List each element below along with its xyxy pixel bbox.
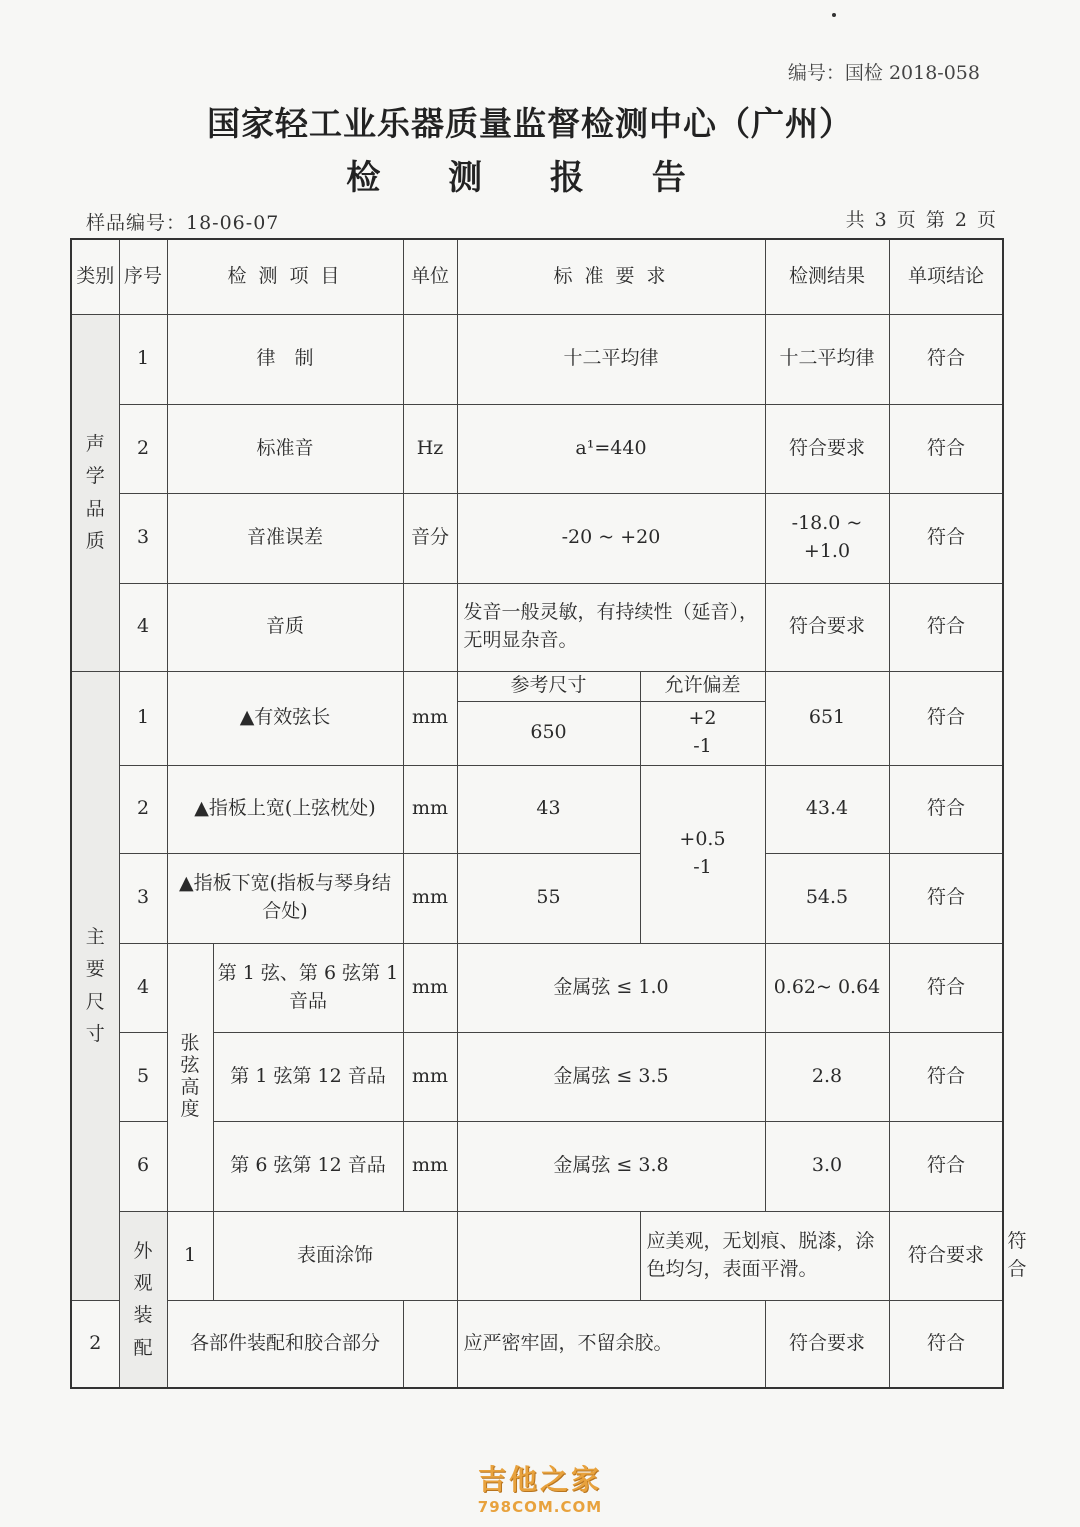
ref-size-header: 参考尺寸	[457, 671, 640, 701]
table-row: 外观装配 1 表面涂饰 应美观，无划痕、脱漆，涂色均匀，表面平滑。 符合要求 符合	[71, 1211, 1003, 1300]
sample-number: 样品编号：18-06-07	[86, 212, 280, 234]
ref-size-cell: 650	[457, 701, 640, 765]
header-conclusion: 单项结论	[889, 239, 1003, 314]
header-item: 检 测 项 目	[167, 239, 403, 314]
unit-cell: mm	[403, 943, 457, 1032]
standard-cell: 应严密牢固，不留余胶。	[457, 1300, 765, 1388]
item-cell: 各部件装配和胶合部分	[167, 1300, 403, 1388]
watermark-subtitle: 798COM.COM	[477, 1498, 603, 1516]
document-number: 编号：国检 2018-058	[787, 62, 980, 84]
conclusion-cell: 符合	[889, 583, 1003, 671]
header-standard: 标 准 要 求	[457, 239, 765, 314]
result-cell: 符合要求	[765, 583, 889, 671]
standard-cell: 金属弦 ≤ 3.8	[457, 1121, 765, 1211]
conclusion-cell: 符合	[889, 493, 1003, 583]
tolerance-plus: +2	[688, 707, 717, 730]
item-cell: 表面涂饰	[213, 1211, 457, 1300]
category-appearance	[119, 1211, 167, 1388]
unit-cell: mm	[403, 671, 457, 765]
conclusion-cell: 符合	[889, 1121, 1003, 1211]
header-result: 检测结果	[765, 239, 889, 314]
ref-size-cell: 55	[457, 853, 640, 943]
item-cell: 第 1 弦、第 6 弦第 1 音品	[213, 943, 403, 1032]
table-row	[71, 314, 1003, 404]
conclusion-cell: 符合	[889, 1032, 1003, 1121]
standard-cell: 金属弦 ≤ 1.0	[457, 943, 765, 1032]
standard-cell: -20 ~ +20	[457, 493, 765, 583]
item-cell: ▲有效弦长	[167, 671, 403, 765]
header-unit: 单位	[403, 239, 457, 314]
seq-cell: 1	[167, 1211, 213, 1300]
seq-cell: 4	[119, 943, 167, 1032]
header-seq: 序号	[119, 239, 167, 314]
item-cell: 第 1 弦第 12 音品	[213, 1032, 403, 1121]
unit-cell: mm	[403, 1121, 457, 1211]
category-label: 声学品质	[85, 432, 105, 552]
table-row	[71, 943, 1003, 1032]
ref-size-cell: 43	[457, 765, 640, 853]
standard-cell: 应美观，无划痕、脱漆，涂色均匀，表面平滑。	[640, 1211, 889, 1300]
watermark-title: 吉他之家	[477, 1463, 602, 1496]
tolerance-header: 允许偏差	[640, 671, 765, 701]
conclusion-cell: 符合	[889, 404, 1003, 493]
inspection-table	[70, 238, 1027, 1389]
table-row	[71, 1300, 1003, 1388]
result-cell: 2.8	[765, 1032, 889, 1121]
category-label: 外观装配	[133, 1239, 153, 1359]
standard-cell: 金属弦 ≤ 3.5	[457, 1032, 765, 1121]
seq-cell: 1	[119, 671, 167, 765]
unit-cell: mm	[403, 853, 457, 943]
result-cell: 十二平均律	[765, 314, 889, 404]
item-cell: 标准音	[167, 404, 403, 493]
header-category: 类别	[71, 239, 119, 314]
standard-cell: 十二平均律	[457, 314, 765, 404]
table-row	[71, 765, 1003, 853]
report-subtitle: 检 测 报 告	[346, 158, 714, 198]
table-row	[71, 671, 1003, 701]
tolerance-minus: -1	[693, 856, 712, 878]
category-acoustic	[71, 314, 119, 671]
conclusion-cell: 符合	[889, 765, 1003, 853]
unit-cell	[403, 314, 457, 404]
seq-cell: 6	[119, 1121, 167, 1211]
seq-cell: 5	[119, 1032, 167, 1121]
item-cell: 音质	[167, 583, 403, 671]
result-cell: 651	[765, 671, 889, 765]
standard-cell: a¹=440	[457, 404, 765, 493]
conclusion-cell: 符合	[889, 314, 1003, 404]
conclusion-cell: 符合	[889, 671, 1003, 765]
shared-tolerance-cell	[640, 765, 765, 943]
result-cell: 符合要求	[889, 1211, 1003, 1300]
result-cell: 54.5	[765, 853, 889, 943]
unit-cell: mm	[403, 765, 457, 853]
result-cell: 3.0	[765, 1121, 889, 1211]
page-info: 共 3 页 第 2 页	[845, 209, 998, 231]
category-label: 主要尺寸	[85, 925, 105, 1045]
seq-cell: 3	[119, 493, 167, 583]
seq-cell: 2	[119, 404, 167, 493]
unit-cell: mm	[403, 1032, 457, 1121]
unit-cell	[403, 583, 457, 671]
seq-cell: 2	[119, 765, 167, 853]
tolerance-plus: +0.5	[679, 828, 726, 851]
tolerance-cell	[640, 701, 765, 765]
standard-cell: 发音一般灵敏，有持续性（延音），无明显杂音。	[457, 583, 765, 671]
stray-dot	[832, 13, 836, 17]
unit-cell	[403, 1300, 457, 1388]
watermark	[0, 1458, 1080, 1516]
unit-cell: 音分	[403, 493, 457, 583]
item-cell: 第 6 弦第 12 音品	[213, 1121, 403, 1211]
result-cell: -18.0 ~ +1.0	[765, 493, 889, 583]
table-row	[71, 853, 1003, 943]
result-cell: 符合要求	[765, 1300, 889, 1388]
conclusion-cell: 符合	[889, 853, 1003, 943]
item-cell: 音准误差	[167, 493, 403, 583]
seq-cell: 4	[119, 583, 167, 671]
result-cell: 符合要求	[765, 404, 889, 493]
conclusion-cell: 符合	[889, 943, 1003, 1032]
table-row	[71, 404, 1003, 493]
seq-cell: 2	[71, 1300, 119, 1388]
unit-cell	[457, 1211, 640, 1300]
category-dimensions	[71, 671, 119, 1300]
result-cell: 43.4	[765, 765, 889, 853]
result-cell: 0.62~ 0.64	[765, 943, 889, 1032]
item-cell: ▲指板下宽(指板与琴身结合处)	[167, 853, 403, 943]
report-title: 国家轻工业乐器质量监督检测中心（广州）	[207, 104, 853, 143]
table-row	[71, 493, 1003, 583]
item-cell: 律 制	[167, 314, 403, 404]
tolerance-minus: -1	[693, 735, 712, 757]
string-height-label: 张弦高度	[167, 943, 213, 1211]
conclusion-cell: 符合	[889, 1300, 1003, 1388]
table-row	[71, 583, 1003, 671]
seq-cell: 1	[119, 314, 167, 404]
item-cell: ▲指板上宽(上弦枕处)	[167, 765, 403, 853]
unit-cell: Hz	[403, 404, 457, 493]
table-header-row	[71, 239, 1003, 314]
seq-cell: 3	[119, 853, 167, 943]
